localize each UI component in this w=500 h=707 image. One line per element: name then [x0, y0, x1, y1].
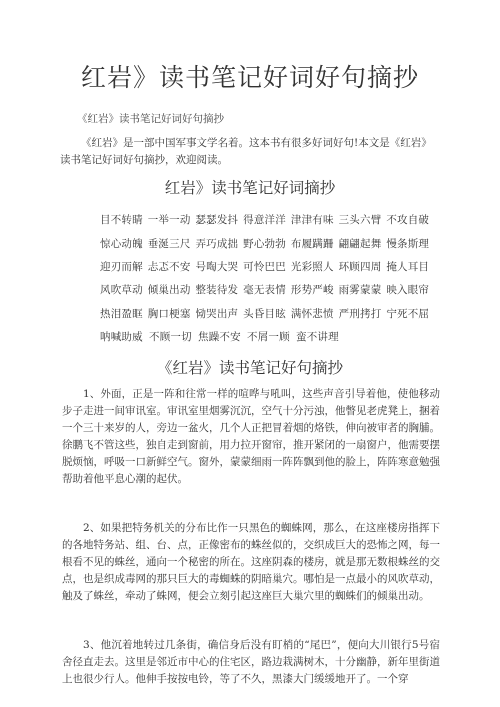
word-row: [100, 255, 430, 278]
sentence-paragraph: 1、外面，正是一阵和往常一样的喧哗与吼叫，这些声音引导着他，使他移动步子走进一间审讯室。审讯室里烟雾沉沉，空气十分污浊，他瞥见老虎凳上，捆着一个三十来岁的人，旁边一盆火，几个人正把冒着烟的烙铁，伸向被审者的胸脯。徐鹏飞不管这些，独自走到窗前，用力拉开窗帘，推开紧闭的一扇窗户，他需要摆脱烦恼，呼吸一口新鲜空气。窗外，蒙蒙细雨一阵阵飘到他的脸上，阵阵寒意勉强帮助着他平息心潮的起伏。: [62, 388, 440, 485]
word-item: 不顾一切: [149, 331, 192, 344]
word-item: 雨雾蒙蒙: [338, 284, 382, 297]
word-item: 津津有味: [290, 214, 334, 227]
word-item: 映入眼帘: [386, 284, 430, 297]
word-item: 环顾四周: [338, 260, 382, 273]
word-row: [100, 325, 430, 348]
word-item: 目不转睛: [100, 214, 143, 227]
word-item: 光彩照人: [290, 260, 334, 273]
word-item: 头昏目眩: [243, 307, 286, 320]
word-item: 不屑一顾: [247, 331, 290, 344]
word-item: 迎刃而解: [100, 260, 143, 273]
article-subtitle: 《红岩》读书笔记好词好句摘抄: [77, 113, 224, 125]
word-item: 得意洋洋: [243, 214, 286, 227]
word-item: 满怀悲愤: [290, 307, 334, 320]
word-item: 恸哭出声: [195, 307, 239, 320]
word-item: 风吹草动: [100, 284, 143, 297]
sentences-heading: 《红岩》读书笔记好句摘抄: [156, 359, 343, 377]
word-item: 垂涎三尺: [147, 237, 191, 250]
word-item: 宁死不屈: [386, 307, 430, 320]
intro-paragraph: 《红岩》是一部中国军事文学名着。这本书有很多好词好句!本文是《红岩》读书笔记好词好句摘抄，欢迎阅读。: [60, 137, 432, 166]
word-item: 瑟瑟发抖: [195, 214, 239, 227]
word-item: 慢条斯理: [386, 237, 430, 250]
word-item: 形势严峻: [290, 284, 334, 297]
word-item: 严刑拷打: [338, 307, 382, 320]
word-item: 倾巢出动: [147, 284, 191, 297]
word-item: 惊心动魄: [100, 237, 143, 250]
word-item: 可怜巴巴: [243, 260, 286, 273]
word-item: 整装待发: [195, 284, 239, 297]
word-item: 蛮不讲理: [296, 331, 339, 344]
words-list: [100, 208, 430, 348]
sentence-paragraph: 2、如果把特务机关的分布比作一只黑色的蜘蛛网，那么，在这座楼房指挥下的各地特务站、组、台、点，正像密布的蛛丝似的，交织成巨大的恐怖之网，每一根看不见的蛛丝，通向一个秘密的所在。这座阴森的楼房，就是那无数根蛛丝的交点，也是织成毒网的那只巨大的毒蜘蛛的阴暗巢穴。哪怕是一点最小的风吹草动，触及了蛛丝，牵动了蛛网，便会立刻引起这座巨大巢穴里的蜘蛛们的倾巢出动。: [62, 522, 440, 602]
word-item: 一举一动: [147, 214, 191, 227]
words-heading: 红岩》读书笔记好词摘抄: [164, 179, 336, 197]
word-item: 掩人耳目: [386, 260, 430, 273]
word-item: 毫无表情: [243, 284, 286, 297]
word-row: [100, 302, 430, 325]
page-title: 红岩》读书笔记好词好句摘抄: [80, 63, 419, 92]
word-row: [100, 208, 430, 231]
word-item: 热泪盈眶: [100, 307, 143, 320]
word-item: 焦躁不安: [198, 331, 241, 344]
word-item: 号啕大哭: [195, 260, 239, 273]
word-row: [100, 231, 430, 254]
sentence-paragraph: 3、他沉着地转过几条街，确信身后没有盯梢的“尾巴”，便向大川银行5号宿舍径直走去。这里是邻近市中心的住宅区，路边栽满树木，十分幽静，新年里街道上也很少行人。他伸手按按电铃，等了不久，黑漆大门缓缓地开了。一个穿: [62, 639, 440, 685]
word-item: 忐忑不安: [147, 260, 191, 273]
word-item: 布履蹒跚: [290, 237, 334, 250]
word-item: 翩翩起舞: [338, 237, 382, 250]
word-row: [100, 278, 430, 301]
word-item: 呐喊助威: [100, 331, 143, 344]
word-item: 野心勃勃: [243, 237, 286, 250]
word-item: 不攻自破: [386, 214, 430, 227]
word-item: 弄巧成拙: [195, 237, 239, 250]
word-item: 三头六臂: [338, 214, 382, 227]
word-item: 胸口梗塞: [147, 307, 191, 320]
